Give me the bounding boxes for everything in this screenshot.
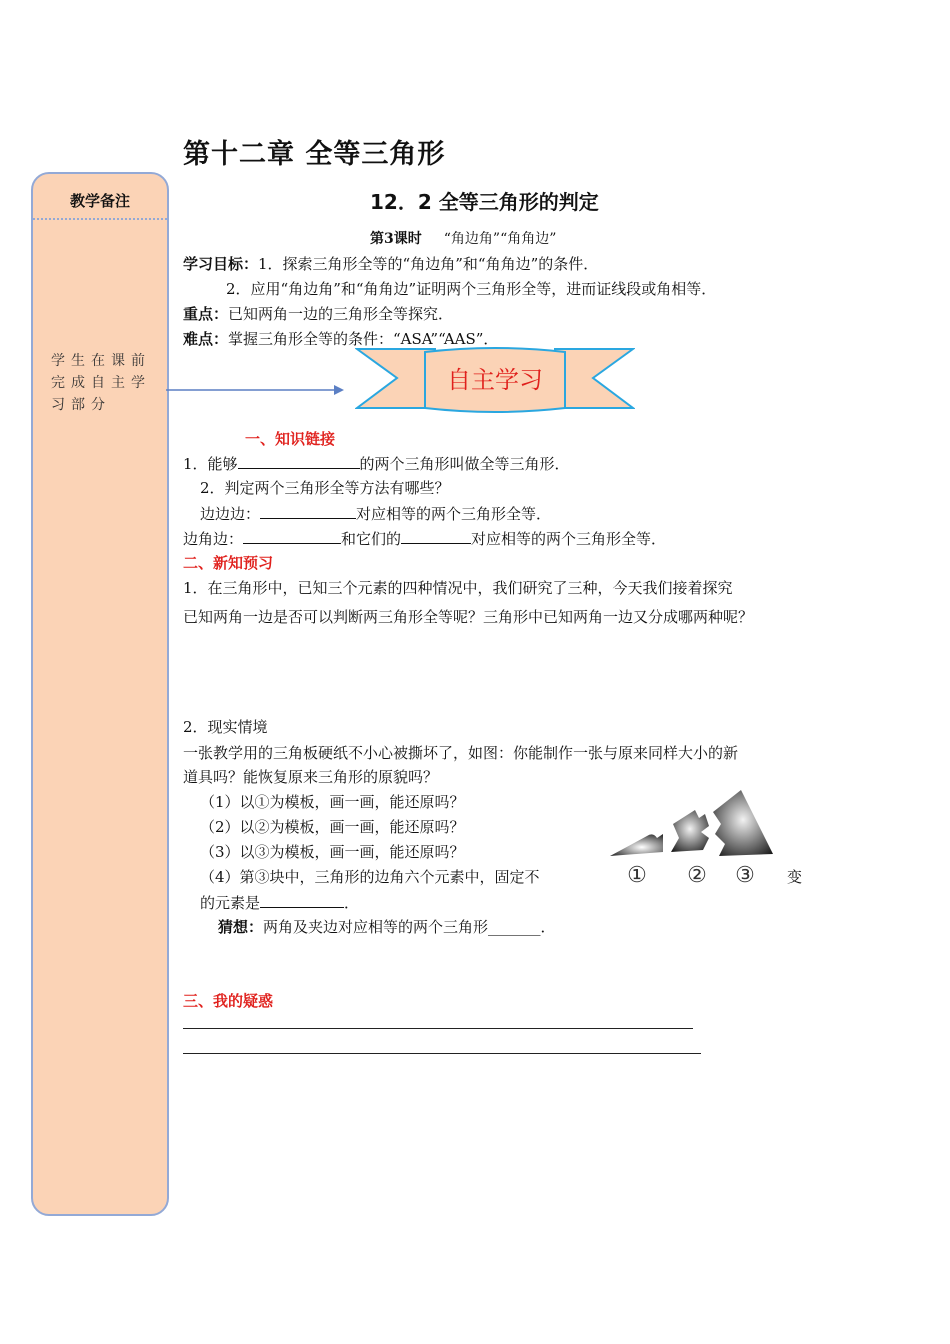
teaching-notes-sidebar <box>31 172 169 1216</box>
part2-title: 二、新知预习 <box>183 554 274 572</box>
lesson-topic: “角边角”“角角边” <box>443 231 557 247</box>
piece-label-3: ③ <box>735 863 755 888</box>
part2-q2-line2: 道具吗？能恢复原来三角形的原貌吗？ <box>183 768 439 786</box>
part1-sss <box>200 502 551 524</box>
part2-sub4-line2 <box>200 891 359 913</box>
key-point-text: 已知两角一边的三角形全等探究． <box>228 305 454 323</box>
part3-title: 三、我的疑惑 <box>183 992 274 1010</box>
q1-suffix: 的两个三角形叫做全等三角形． <box>359 455 570 473</box>
broken-triangle-figure <box>605 786 780 890</box>
guess-end: ． <box>540 918 556 936</box>
objective-2: 2．应用“角边角”和“角角边”证明两个三角形全等，进而证线段或角相等． <box>226 280 717 298</box>
piece-label-2: ② <box>687 863 707 888</box>
arrow-icon <box>166 380 346 400</box>
part2-sub4-end: 变 <box>787 868 803 886</box>
piece-label-1: ① <box>627 863 647 888</box>
key-point <box>183 303 453 324</box>
piece-2-shape <box>671 810 709 852</box>
answer-blank[interactable] <box>238 452 360 469</box>
sub4-prefix: 的元素是 <box>200 894 261 912</box>
sas-suffix: 对应相等的两个三角形全等． <box>471 530 667 548</box>
self-study-banner <box>355 346 635 414</box>
answer-line[interactable] <box>183 1028 693 1029</box>
objectives <box>183 253 598 274</box>
part2-sub4: （4）第③块中，三角形的边角六个元素中，固定不 <box>200 868 540 886</box>
q1-prefix: 1．能够 <box>183 455 238 473</box>
section-title: 12．2 全等三角形的判定 <box>370 190 599 214</box>
part1-title: 一、知识链接 <box>245 430 336 448</box>
part2-sub3: （3）以③为模板，画一画，能还原吗？ <box>200 843 465 861</box>
part2-q1-line1: 1．在三角形中，已知三个元素的四种情况中，我们研究了三种，今天我们接着探究 <box>183 579 733 597</box>
sas-mid: 和它们的 <box>341 530 402 548</box>
piece-3-shape <box>713 790 773 856</box>
sas-prefix: 边角边： <box>183 530 244 548</box>
part2-guess <box>218 916 556 937</box>
answer-blank[interactable] <box>401 527 471 544</box>
part2-sub2: （2）以②为模板，画一画，能还原吗？ <box>200 818 465 836</box>
part2-sub1: （1）以①为模板，画一画，能还原吗？ <box>200 793 465 811</box>
lesson-period: 第3课时 <box>370 231 422 247</box>
part2-q1-line2: 已知两角一边是否可以判断两三角形全等呢？三角形中已知两角一边又分成哪两种呢？ <box>183 608 754 626</box>
guess-text: 两角及夹边对应相等的两个三角形 <box>263 918 489 936</box>
sub4-suffix: ． <box>344 894 360 912</box>
answer-line[interactable] <box>183 1053 701 1054</box>
banner-text: 自主学习 <box>447 366 543 394</box>
sss-suffix: 对应相等的两个三角形全等． <box>356 505 552 523</box>
key-point-label: 重点： <box>183 305 229 323</box>
difficulty-text: 掌握三角形全等的条件：“ASA”“AAS”． <box>228 330 499 348</box>
answer-blank[interactable] <box>260 891 344 908</box>
sss-prefix: 边边边： <box>200 505 261 523</box>
part1-q1 <box>183 452 570 474</box>
piece-1-shape <box>610 834 663 856</box>
sidebar-title: 教学备注 <box>69 192 130 210</box>
sidebar-divider <box>33 218 167 220</box>
part1-sas <box>183 527 666 549</box>
objectives-label: 学习目标： <box>183 255 259 273</box>
objective-1: 1．探索三角形全等的“角边角”和“角角边”的条件． <box>258 255 599 273</box>
answer-blank[interactable] <box>243 527 341 544</box>
guess-label: 猜想： <box>218 918 264 936</box>
answer-blank[interactable] <box>260 502 356 519</box>
part2-q2-line1: 一张教学用的三角板硬纸不小心被撕坏了，如图：你能制作一张与原来同样大小的新 <box>183 744 739 762</box>
part1-q2: 2．判定两个三角形全等方法有哪些？ <box>200 479 450 497</box>
chapter-title: 第十二章 全等三角形 <box>183 139 446 170</box>
lesson-info <box>370 228 556 248</box>
sidebar-note: 学生在课前完成自主学习部分 <box>51 353 151 413</box>
difficulty-label: 难点： <box>183 330 229 348</box>
part2-q2-title: 2．现实情境 <box>183 718 268 736</box>
guess-blank[interactable]: _______ <box>488 918 541 936</box>
